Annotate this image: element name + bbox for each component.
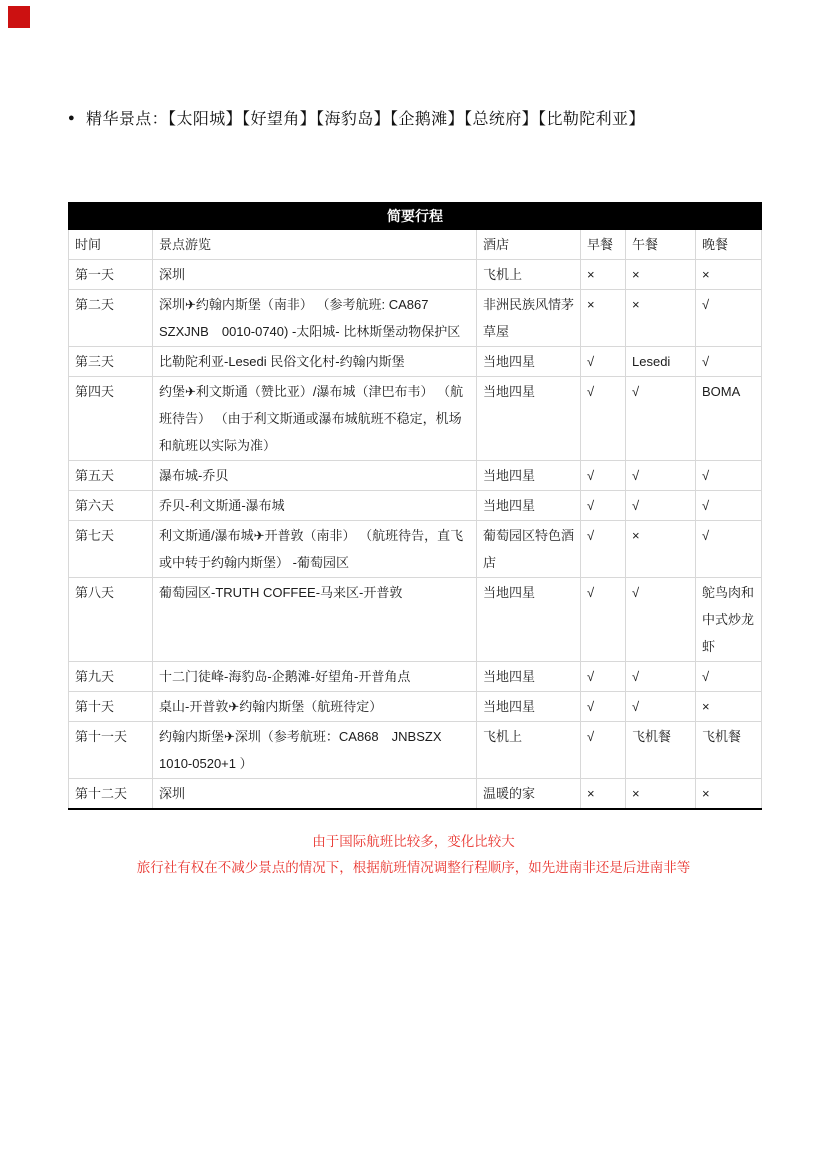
breakfast-cell: √ bbox=[581, 722, 626, 779]
lunch-cell: √ bbox=[626, 662, 696, 692]
hotel-cell: 飞机上 bbox=[477, 260, 581, 290]
sights-cell: 约堡✈利文斯通（赞比亚）/瀑布城（津巴布韦） （航班待告） （由于利文斯通或瀑布城航班不稳定，机场和航班以实际为准） bbox=[153, 377, 477, 461]
day-cell: 第一天 bbox=[69, 260, 153, 290]
dinner-cell: 飞机餐 bbox=[696, 722, 762, 779]
sights-cell: 利文斯通/瀑布城✈开普敦（南非） （航班待告，直飞或中转于约翰内斯堡） -葡萄园区 bbox=[153, 521, 477, 578]
dinner-cell: √ bbox=[696, 347, 762, 377]
dinner-cell: BOMA bbox=[696, 377, 762, 461]
flight-notice-line2: 旅行社有权在不减少景点的情况下，根据航班情况调整行程顺序，如先进南非还是后进南非等 bbox=[136, 860, 691, 875]
highlights-line bbox=[68, 106, 645, 129]
day-cell: 第四天 bbox=[69, 377, 153, 461]
col-header-dinner: 晚餐 bbox=[696, 230, 762, 260]
hotel-cell: 葡萄园区特色酒店 bbox=[477, 521, 581, 578]
table-row bbox=[69, 290, 762, 347]
day-cell: 第十二天 bbox=[69, 779, 153, 810]
bullet-icon: ● bbox=[68, 111, 76, 124]
sights-cell: 桌山-开普敦✈约翰内斯堡（航班待定） bbox=[153, 692, 477, 722]
sights-cell: 约翰内斯堡✈深圳（参考航班：CA868 JNBSZX 1010-0520+1 ） bbox=[153, 722, 477, 779]
lunch-cell: × bbox=[626, 779, 696, 810]
breakfast-cell: √ bbox=[581, 521, 626, 578]
col-header-lunch: 午餐 bbox=[626, 230, 696, 260]
sights-cell: 深圳 bbox=[153, 260, 477, 290]
table-row bbox=[69, 578, 762, 662]
column-header-row bbox=[69, 230, 762, 260]
table-title-bar bbox=[69, 203, 762, 230]
breakfast-cell: √ bbox=[581, 347, 626, 377]
table-row bbox=[69, 491, 762, 521]
col-header-hotel: 酒店 bbox=[477, 230, 581, 260]
breakfast-cell: × bbox=[581, 779, 626, 810]
table-row bbox=[69, 662, 762, 692]
hotel-cell: 飞机上 bbox=[477, 722, 581, 779]
sights-cell: 瀑布城-乔贝 bbox=[153, 461, 477, 491]
hotel-cell: 当地四星 bbox=[477, 347, 581, 377]
lunch-cell: √ bbox=[626, 692, 696, 722]
day-cell: 第五天 bbox=[69, 461, 153, 491]
flight-notice bbox=[0, 829, 827, 881]
table-row bbox=[69, 521, 762, 578]
table-title-row bbox=[69, 203, 762, 230]
col-header-time: 时间 bbox=[69, 230, 153, 260]
dinner-cell: √ bbox=[696, 491, 762, 521]
breakfast-cell: × bbox=[581, 260, 626, 290]
sights-cell: 葡萄园区-TRUTH COFFEE-马来区-开普敦 bbox=[153, 578, 477, 662]
breakfast-cell: √ bbox=[581, 662, 626, 692]
day-cell: 第六天 bbox=[69, 491, 153, 521]
dinner-cell: √ bbox=[696, 521, 762, 578]
sights-cell: 深圳 bbox=[153, 779, 477, 810]
day-cell: 第八天 bbox=[69, 578, 153, 662]
lunch-cell: √ bbox=[626, 461, 696, 491]
lunch-cell: × bbox=[626, 290, 696, 347]
dinner-cell: √ bbox=[696, 461, 762, 491]
hotel-cell: 当地四星 bbox=[477, 662, 581, 692]
sights-cell: 乔贝-利文斯通-瀑布城 bbox=[153, 491, 477, 521]
table-title: 简要行程 bbox=[387, 208, 443, 224]
table-row bbox=[69, 461, 762, 491]
lunch-cell: × bbox=[626, 260, 696, 290]
dinner-cell: × bbox=[696, 260, 762, 290]
breakfast-cell: √ bbox=[581, 578, 626, 662]
sights-cell: 比勒陀利亚-Lesedi 民俗文化村-约翰内斯堡 bbox=[153, 347, 477, 377]
lunch-cell: 飞机餐 bbox=[626, 722, 696, 779]
breakfast-cell: √ bbox=[581, 461, 626, 491]
table-row bbox=[69, 377, 762, 461]
hotel-cell: 温暖的家 bbox=[477, 779, 581, 810]
table-row bbox=[69, 779, 762, 810]
itinerary-table bbox=[68, 202, 762, 810]
hotel-cell: 当地四星 bbox=[477, 692, 581, 722]
hotel-cell: 非洲民族风情茅草屋 bbox=[477, 290, 581, 347]
highlights-text: 精华景点：【太阳城】【好望角】【海豹岛】【企鹅滩】【总统府】【比勒陀利亚】 bbox=[86, 111, 645, 128]
red-square-marker bbox=[8, 6, 30, 28]
dinner-cell: × bbox=[696, 692, 762, 722]
hotel-cell: 当地四星 bbox=[477, 578, 581, 662]
lunch-cell: × bbox=[626, 521, 696, 578]
table-row bbox=[69, 347, 762, 377]
breakfast-cell: √ bbox=[581, 491, 626, 521]
hotel-cell: 当地四星 bbox=[477, 461, 581, 491]
day-cell: 第九天 bbox=[69, 662, 153, 692]
dinner-cell: √ bbox=[696, 290, 762, 347]
day-cell: 第七天 bbox=[69, 521, 153, 578]
hotel-cell: 当地四星 bbox=[477, 491, 581, 521]
day-cell: 第十一天 bbox=[69, 722, 153, 779]
table-row bbox=[69, 722, 762, 779]
sights-cell: 深圳✈约翰内斯堡（南非） （参考航班: CA867 SZXJNB 0010-0740) -太阳城- 比林斯堡动物保护区 bbox=[153, 290, 477, 347]
lunch-cell: √ bbox=[626, 491, 696, 521]
itinerary-table-body bbox=[69, 260, 762, 810]
breakfast-cell: × bbox=[581, 290, 626, 347]
flight-notice-line1: 由于国际航班比较多，变化比较大 bbox=[312, 834, 515, 849]
dinner-cell: × bbox=[696, 779, 762, 810]
day-cell: 第二天 bbox=[69, 290, 153, 347]
hotel-cell: 当地四星 bbox=[477, 377, 581, 461]
table-row bbox=[69, 260, 762, 290]
day-cell: 第十天 bbox=[69, 692, 153, 722]
col-header-breakfast: 早餐 bbox=[581, 230, 626, 260]
dinner-cell: 鸵鸟肉和中式炒龙虾 bbox=[696, 578, 762, 662]
dinner-cell: √ bbox=[696, 662, 762, 692]
table-row bbox=[69, 692, 762, 722]
lunch-cell: √ bbox=[626, 578, 696, 662]
col-header-sights: 景点游览 bbox=[153, 230, 477, 260]
breakfast-cell: √ bbox=[581, 692, 626, 722]
sights-cell: 十二门徒峰-海豹岛-企鹅滩-好望角-开普角点 bbox=[153, 662, 477, 692]
lunch-cell: Lesedi bbox=[626, 347, 696, 377]
lunch-cell: √ bbox=[626, 377, 696, 461]
breakfast-cell: √ bbox=[581, 377, 626, 461]
day-cell: 第三天 bbox=[69, 347, 153, 377]
